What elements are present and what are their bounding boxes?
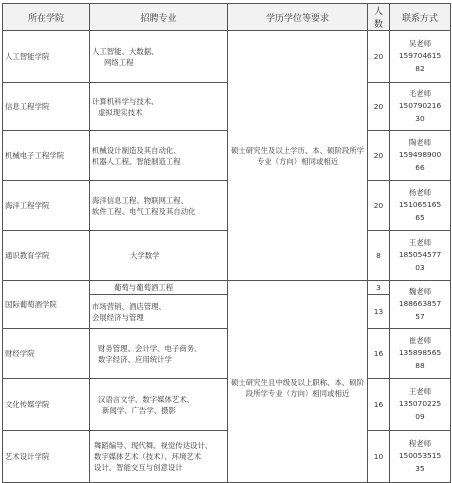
contact-phone: 159498900 [398, 150, 442, 160]
contact-phone-tail: 66 [415, 162, 425, 172]
count-cell: 16 [368, 379, 390, 431]
education-requirement-cell: 硕士研究生且中级及以上职称、本、硕阶段所学专业（方向）相同或相近 [228, 295, 368, 483]
table-row [3, 83, 451, 131]
contact-phone: 185054577 [398, 250, 442, 260]
major-cell [90, 329, 228, 379]
major-line: 数字媒体艺术（技术）、环境艺术 [94, 452, 202, 461]
major-line: 计算机科学与技术、 [92, 96, 159, 106]
contact-phone: 159704615 [398, 51, 442, 61]
contact-cell [390, 31, 451, 83]
education-requirement-cell: 硕士研究生及以上学历、本、硕阶段所学专业（方向）相同或相近 [228, 31, 368, 281]
table-row [3, 281, 451, 295]
contact-name: 魏老师 [408, 286, 432, 296]
major-line: 软件工程、电气工程及其自动化 [92, 206, 196, 216]
major-cell [90, 131, 228, 181]
college-cell: 海洋工程学院 [3, 181, 90, 231]
contact-cell [390, 131, 451, 181]
table-row [3, 181, 451, 231]
contact-phone-tail: 82 [415, 63, 425, 73]
contact-phone-tail: 30 [415, 113, 425, 123]
major-cell [90, 295, 228, 329]
contact-cell [390, 231, 451, 281]
contact-cell [390, 329, 451, 379]
major-line: 设计、智能交互与创意设计 [94, 463, 183, 472]
college-cell: 人工智能学院 [3, 31, 90, 83]
contact-phone-tail: 65 [415, 212, 425, 222]
contact-phone-tail: 88 [415, 360, 425, 370]
major-cell [90, 181, 228, 231]
count-cell: 13 [368, 295, 390, 329]
college-cell: 财经学院 [3, 329, 90, 379]
table-row [3, 379, 451, 431]
major-line: 机器人工程、智能制造工程 [92, 156, 181, 166]
contact-name: 陶老师 [408, 137, 432, 147]
major-line: 虚拟现实技术 [98, 107, 143, 117]
count-cell: 20 [368, 131, 390, 181]
college-cell: 文化传媒学院 [3, 379, 90, 431]
table-row [3, 131, 451, 181]
contact-name: 吴老师 [408, 38, 432, 48]
count-cell: 16 [368, 329, 390, 379]
table-row [3, 231, 451, 281]
contact-phone: 135898565 [398, 348, 442, 358]
contact-name: 程老师 [408, 438, 432, 448]
header-education: 学历学位等要求 [228, 4, 368, 31]
count-cell: 10 [368, 431, 390, 483]
contact-cell [390, 181, 451, 231]
major-line: 葡萄与葡萄酒工程 [114, 283, 174, 292]
major-line: 市场营销、酒店管理、 [92, 301, 166, 311]
table-row [3, 329, 451, 379]
count-cell: 20 [368, 181, 390, 231]
header-contact: 联系方式 [390, 4, 451, 31]
header-major: 招聘专业 [90, 4, 228, 31]
contact-phone-tail: 03 [415, 262, 425, 272]
college-cell: 国际葡萄酒学院 [3, 281, 90, 329]
contact-phone: 188663857 [398, 299, 442, 309]
major-line: 人工智能、大数据、 [92, 46, 159, 56]
header-count: 人数 [368, 4, 390, 31]
major-cell [90, 281, 228, 295]
contact-name: 王老师 [408, 237, 432, 247]
count-cell: 3 [368, 281, 390, 295]
recruitment-table [2, 3, 451, 483]
table-row [3, 431, 451, 483]
contact-phone: 135070225 [398, 399, 442, 409]
major-cell [90, 31, 228, 83]
table-row [3, 31, 451, 83]
college-cell: 机械电子工程学院 [3, 131, 90, 181]
contact-name: 王老师 [408, 386, 432, 396]
header-row [3, 4, 451, 31]
contact-name: 崔老师 [408, 335, 432, 345]
contact-phone: 150790216 [398, 101, 442, 111]
count-cell: 8 [368, 231, 390, 281]
contact-name: 毛老师 [408, 88, 432, 98]
major-line: 机械设计制造及其自动化、 [92, 145, 181, 155]
major-cell [90, 379, 228, 431]
major-line: 汉语言文学、数字媒体艺术、 [98, 394, 195, 404]
contact-phone: 151065165 [398, 200, 442, 210]
count-cell: 20 [368, 83, 390, 131]
contact-cell [390, 431, 451, 483]
major-line: 数字经济、应用统计学 [98, 354, 172, 364]
contact-cell [390, 379, 451, 431]
count-cell: 20 [368, 31, 390, 83]
contact-name: 杨老师 [408, 187, 432, 197]
contact-cell [390, 83, 451, 131]
education-requirement-cell-spacer [228, 281, 368, 295]
major-line: 舞蹈编导、现代舞、视觉传达设计、 [94, 441, 213, 450]
contact-phone-tail: 57 [415, 311, 425, 321]
college-cell: 信息工程学院 [3, 83, 90, 131]
contact-phone-tail: 35 [415, 463, 425, 473]
header-college: 所在学院 [3, 4, 90, 31]
college-cell: 通识教育学院 [3, 231, 90, 281]
major-line: 会展经济与管理 [92, 312, 144, 322]
contact-phone-tail: 09 [415, 411, 425, 421]
major-line: 新闻学、广告学、摄影 [102, 405, 176, 415]
major-cell [90, 83, 228, 131]
major-line: 大学数学 [130, 251, 160, 260]
major-line: 网络工程 [104, 57, 134, 67]
college-cell: 艺术设计学院 [3, 431, 90, 483]
major-line: 财务管理、会计学、电子商务、 [98, 343, 202, 353]
major-line: 海洋信息工程、物联网工程、 [92, 195, 189, 205]
major-cell [90, 431, 228, 483]
contact-phone: 150053515 [398, 451, 442, 461]
major-cell [90, 231, 228, 281]
contact-cell [390, 281, 451, 329]
